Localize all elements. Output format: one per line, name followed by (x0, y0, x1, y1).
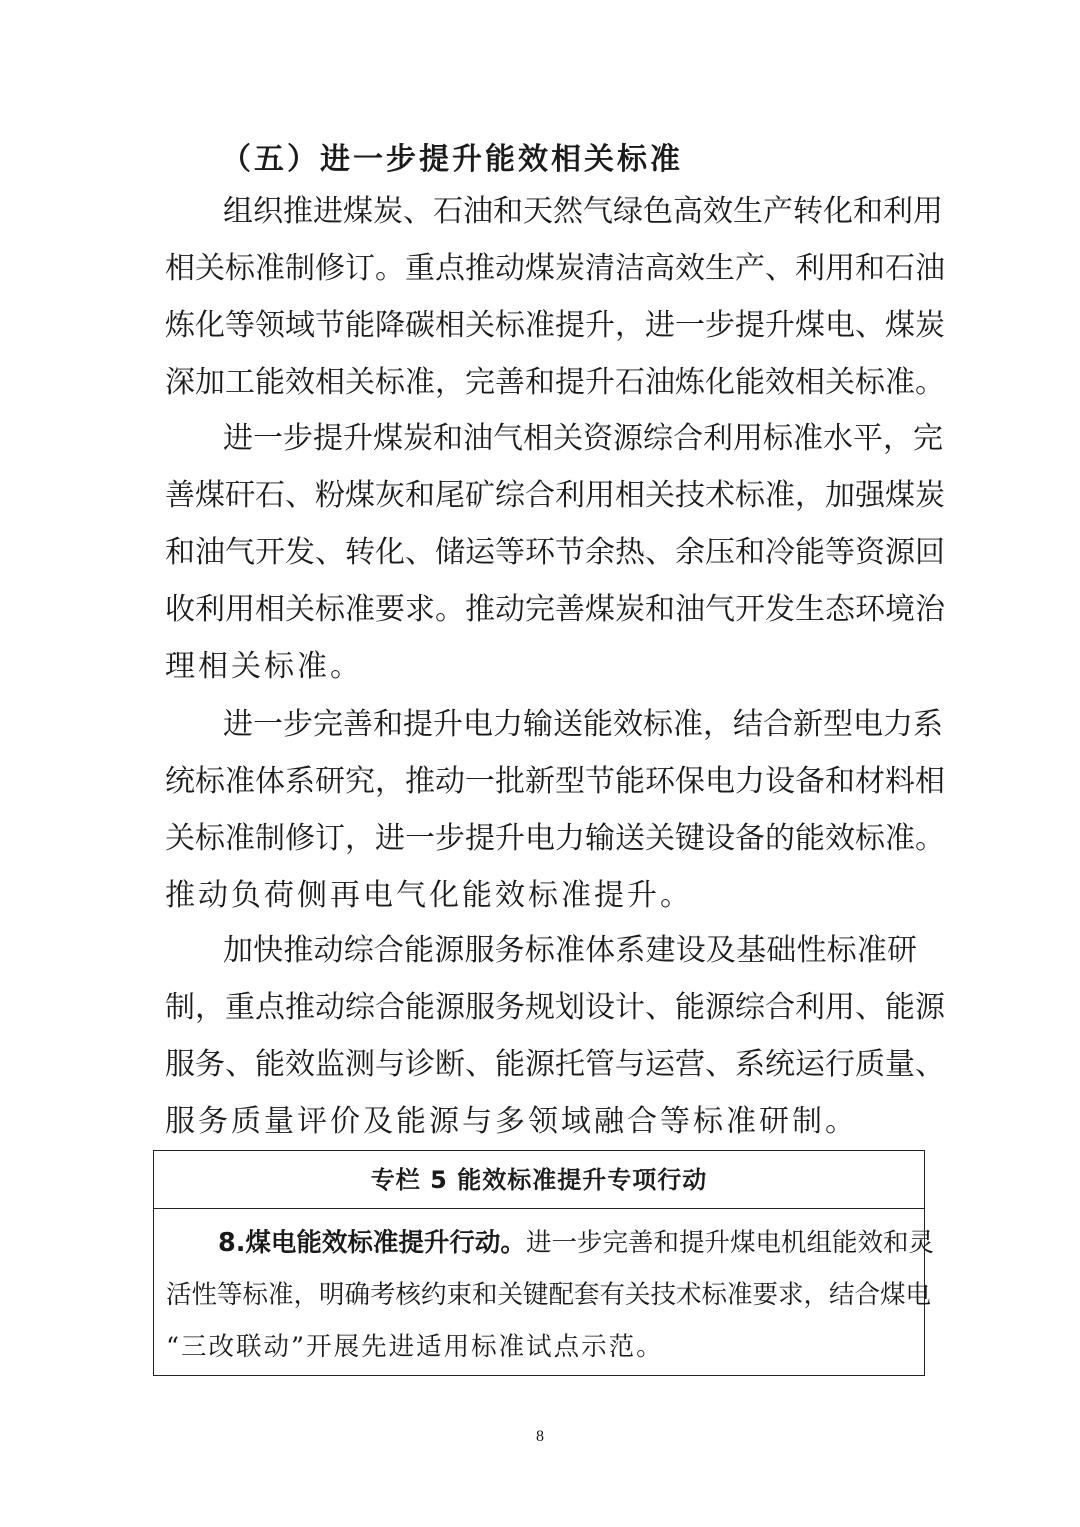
paragraph-line: 理相关标准。 (165, 649, 363, 684)
column-box-line: “三改联动”开展先进适用标准试点示范。 (166, 1332, 664, 1362)
paragraph-2 (165, 410, 945, 695)
section-heading: （五）进一步提升能效相关标准 (221, 142, 683, 177)
paragraph-line: 炼化等领域节能降碳相关标准提升，进一步提升煤电、煤炭 (165, 308, 945, 343)
paragraph-line: 相关标准制修订。重点推动煤炭清洁高效生产、利用和石油 (165, 251, 945, 286)
paragraph-4 (165, 922, 945, 1150)
column-box-lead: 8.煤电能效标准提升行动。 (218, 1228, 526, 1258)
paragraph-line: 进一步提升煤炭和油气相关资源综合利用标准水平，完 (223, 421, 943, 456)
page-number: 8 (536, 1428, 544, 1445)
paragraph-line: 服务、能效监测与诊断、能源托管与运营、系统运行质量、 (165, 1047, 945, 1082)
column-box-line-text: 进一步完善和提升煤电机组能效和灵 (525, 1228, 934, 1258)
paragraph-line: 善煤矸石、粉煤灰和尾矿综合利用相关技术标准，加强煤炭 (165, 478, 945, 513)
paragraph-line: 组织推进煤炭、石油和天然气绿色高效生产转化和利用 (223, 194, 943, 229)
paragraph-line: 收利用相关标准要求。推动完善煤炭和油气开发生态环境治 (165, 592, 945, 627)
column-box-line (166, 1217, 934, 1269)
column-box-line: 活性等标准，明确考核约束和关键配套有关技术标准要求，结合煤电 (166, 1280, 932, 1310)
paragraph-line: 制，重点推动综合能源服务规划设计、能源综合利用、能源 (165, 990, 945, 1025)
column-box (153, 1150, 934, 1376)
paragraph-line: 服务质量评价及能源与多领域融合等标准研制。 (165, 1104, 858, 1139)
column-box-body (166, 1217, 934, 1373)
paragraph-line: 进一步完善和提升电力输送能效标准，结合新型电力系 (223, 707, 943, 742)
paragraph-line: 和油气开发、转化、储运等环节余热、余压和冷能等资源回 (165, 535, 945, 570)
paragraph-1 (165, 183, 945, 411)
column-box-title: 专栏 5 能效标准提升专项行动 (154, 1151, 924, 1209)
paragraph-3 (165, 696, 945, 924)
paragraph-line: 推动负荷侧再电气化能效标准提升。 (165, 878, 693, 913)
paragraph-line: 关标准制修订，进一步提升电力输送关键设备的能效标准。 (165, 821, 945, 856)
paragraph-line: 加快推动综合能源服务标准体系建设及基础性标准研 (223, 933, 917, 968)
paragraph-line: 深加工能效相关标准，完善和提升石油炼化能效相关标准。 (165, 365, 945, 400)
paragraph-line: 统标准体系研究，推动一批新型节能环保电力设备和材料相 (165, 764, 945, 799)
